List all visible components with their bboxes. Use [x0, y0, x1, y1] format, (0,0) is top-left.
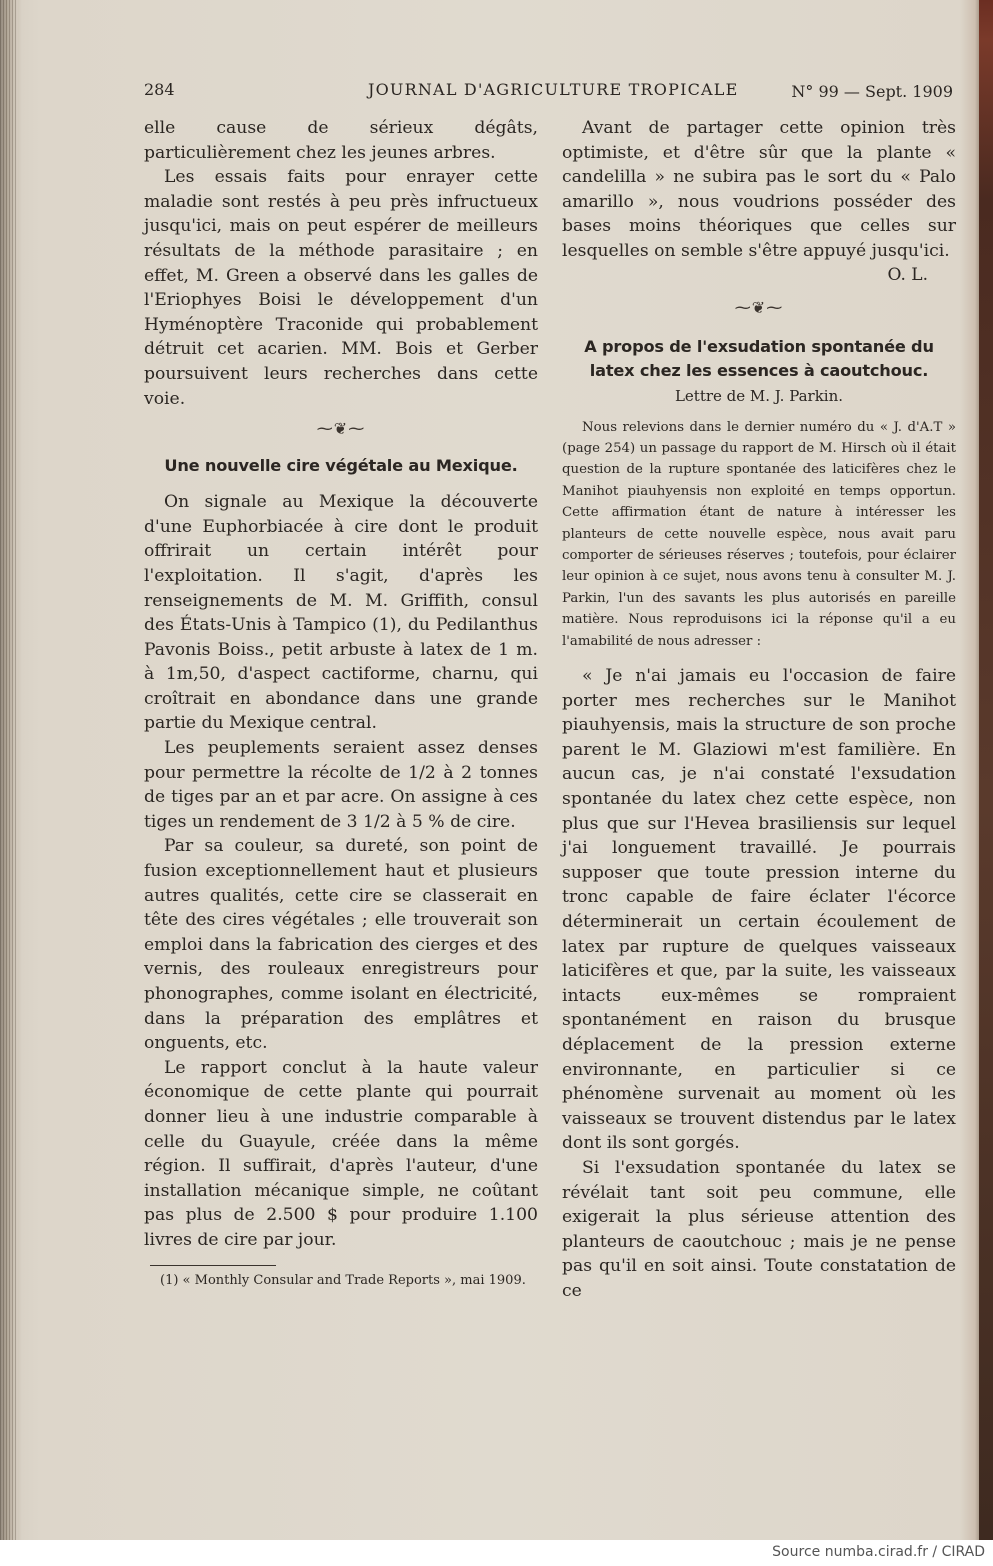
- left-column: [144, 116, 538, 1290]
- journal-title: JOURNAL D'AGRICULTURE TROPICALE: [368, 80, 739, 99]
- paragraph: elle cause de sérieux dégâts, particulièrement chez les jeunes arbres.: [144, 118, 538, 163]
- footnote-rule: [150, 1265, 276, 1266]
- letter-byline: Lettre de M. J. Parkin.: [674, 386, 844, 405]
- issue-date: N° 99 — Sept. 1909: [791, 82, 953, 101]
- footnote: (1) « Monthly Consular and Trade Reports », mai 1909.: [160, 1272, 526, 1288]
- author-initials: O. L.: [887, 264, 928, 285]
- source-credit: Source numba.cirad.fr / CIRAD: [772, 1544, 985, 1560]
- paragraph: Les essais faits pour enrayer cette maladie sont restés à peu près infructueux jusqu'ici, mais on peut espérer de meilleurs résultats de la méthode parasitaire ; en effet, M. Green a observé dans les galles de l'Eriophyes Boisi le développement d'un Hyménoptère Traconide qui probablement détruit cet acarien. MM. Bois et Gerber poursuivent leurs recherches dans cette voie.: [144, 167, 538, 409]
- running-header: [142, 78, 957, 108]
- paragraph: Avant de partager cette opinion très optimiste, et d'être sûr que la plante « candelilla » ne subira pas le sort du « Palo amarillo », nous voudrions posséder des bases moins théoriques que celles sur lesquelles on semble s'être appuyé jusqu'ici.: [562, 118, 956, 261]
- paragraph: « Je n'ai jamais eu l'occasion de faire porter mes recherches sur le Manihot piauhyensis, mais la structure de son proche parent le M. Glaziowi m'est familière. En aucun cas, je n'ai constaté l'exsudation spontanée du latex chez cette espèce, non plus que sur l'Hevea brasiliensis sur lequel j'ai longuement travaillé. Je pourrais supposer que toute pression interne du tronc capable de faire éclater l'écorce déterminerait un certain écoulement de latex par rupture de quelques vaisseaux laticifères et que, par la suite, les vaisseaux intacts eux-mêmes se rompraient spontanément en raison du brusque déplacement de la pression externe environnante, en particulier si ce phénomène survenait au moment où les vaisseaux se trouvent distendus par le latex dont ils sont gorgés.: [562, 666, 956, 1154]
- journal-page: [142, 78, 957, 1518]
- paragraph: Par sa couleur, sa dureté, son point de fusion exceptionnellement haut et plusieurs autres qualités, cette cire se classerait en tête des cires végétales ; elle trouverait son emploi dans la fabrication des cierges et des vernis, des rouleaux enregistreurs pour phonographes, comme isolant en électricité, dans la préparation des emplâtres et onguents, etc.: [144, 836, 538, 1054]
- ornament-divider: ⁓❦⁓: [734, 297, 784, 317]
- ornament-divider: ⁓❦⁓: [316, 419, 366, 439]
- book-cover-edge: [979, 0, 993, 1540]
- paragraph: Le rapport conclut à la haute valeur économique de cette plante qui pourrait donner lieu à une industrie comparable à celle du Guayule, créée dans la même région. Il suffirait, d'après l'auteur, d'une installation mécanique simple, ne coûtant pas plus de 2.500 $ pour produire 1.100 livres de cire par jour.: [144, 1057, 538, 1250]
- paragraph: On signale au Mexique la découverte d'une Euphorbiacée à cire dont le produit offrirait un certain intérêt pour l'exploitation. Il s'agit, d'après les renseignements de M. M. Griffith, consul des États-Unis à Tampico (1), du Pedilanthus Pavonis Boiss., petit arbuste à latex de 1 m. à 1m,50, d'aspect cactiforme, charnu, qui croîtrait en abondance dans une grande partie du Mexique central.: [144, 492, 538, 734]
- article-title: Une nouvelle cire végétale au Mexique.: [164, 456, 518, 476]
- intro-paragraph: Nous relevions dans le dernier numéro du « J. d'A.T » (page 254) un passage du rapport de M. Hirsch où il était question de la rupture spontanée des laticifères chez le Manihot piauhyensis non exploité en temps opportun. Cette affirmation étant de nature à intéresser les planteurs de cette nouvelle espèce, nous avait paru comporter de sérieuses réserves ; toutefois, pour éclairer leur opinion à ce sujet, nous avons tenu à consulter M. J. Parkin, l'un des savants les plus autorisés en pareille matière. Nous reproduisons ici la réponse qu'il a eu l'amabilité de nous adresser :: [562, 419, 956, 649]
- article-title: A propos de l'exsudation spontanée du latex chez les essences à caoutchouc.: [584, 336, 934, 380]
- right-column: [562, 116, 956, 1303]
- book-spine-edge: [0, 0, 18, 1540]
- paragraph: Si l'exsudation spontanée du latex se révélait tant soit peu commune, elle exigerait la plus sérieuse attention des planteurs de caoutchouc ; mais je ne pense pas qu'il en soit ainsi. Toute constatation de ce: [562, 1157, 956, 1301]
- paragraph: Les peuplements seraient assez denses pour permettre la récolte de 1/2 à 2 tonnes de tiges par an et par acre. On assigne à ces tiges un rendement de 3 1/2 à 5 % de cire.: [144, 738, 538, 832]
- page-number: 284: [144, 80, 175, 99]
